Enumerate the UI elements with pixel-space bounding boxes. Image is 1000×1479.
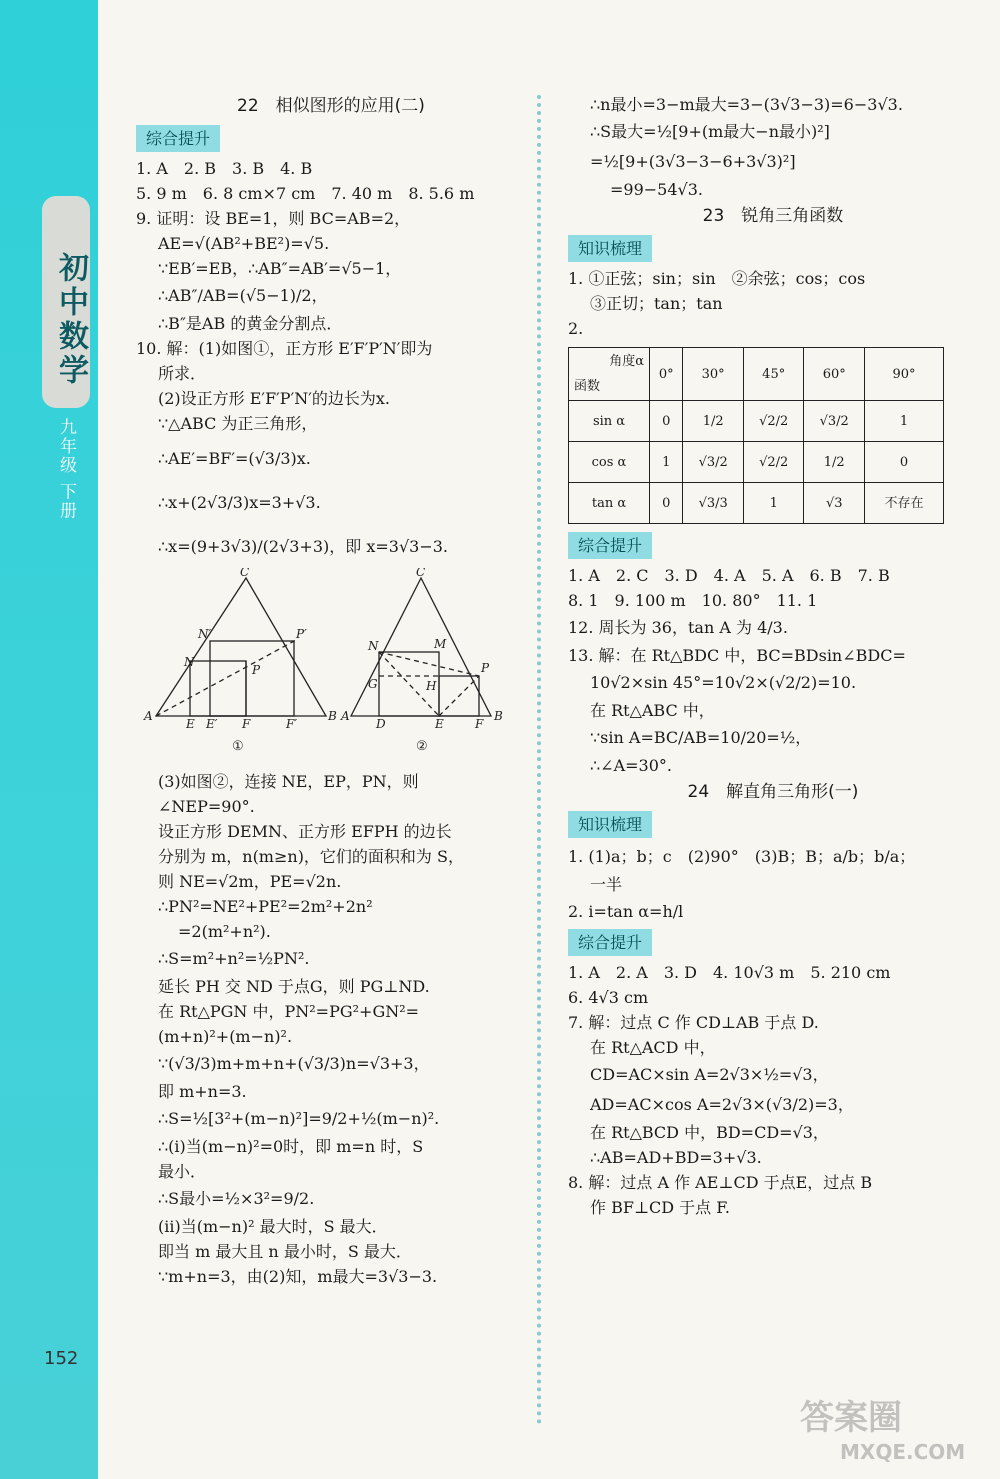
answer-line: (ⅱ)当(m−n)² 最大时，S 最大．: [158, 1217, 388, 1236]
answer-line: =2(m²+n²).: [178, 922, 271, 941]
angle-header: 60°: [804, 348, 865, 401]
grade-label: 九年级 下册: [56, 418, 76, 521]
geometry-figures: [136, 568, 516, 758]
table-cell: √2/2: [743, 401, 804, 442]
answer-line: ∴AB″/AB=(√5−1)/2，: [158, 286, 328, 305]
answer-line: 10√2×sin 45°=10√2×(√2/2)=10.: [590, 673, 857, 692]
table-cell: √2/2: [743, 442, 804, 483]
answer-line: 1. ①正弦；sin；sin ②余弦；cos；cos: [568, 269, 866, 288]
trig-value-table: [568, 347, 944, 524]
badge-zhishi-24: 知识梳理: [568, 811, 652, 838]
answer-line: 作 BF⊥CD 于点 F.: [590, 1198, 730, 1217]
svg-text:F: F: [475, 717, 484, 731]
answer-line: (2)设正方形 E′F′P′N′的边长为x.: [158, 389, 390, 408]
answer-line: 延长 PH 交 ND 于点G，则 PG⊥ND.: [158, 977, 430, 996]
svg-text:H: H: [426, 679, 437, 693]
table-row: [569, 483, 944, 524]
answer-line: ③正切；tan；tan: [590, 294, 723, 313]
answer-line: 在 Rt△PGN 中，PN²=PG²+GN²=: [158, 1002, 420, 1021]
svg-text:N: N: [368, 639, 379, 653]
answer-line: ∴S=½[3²+(m−n)²]=9/2+½(m−n)².: [158, 1109, 440, 1128]
answer-line: AD=AC×cos A=2√3×(√3/2)=3，: [590, 1095, 854, 1114]
figure-label-1: ①: [232, 739, 244, 754]
answer-line: 12. 周长为 36，tan A 为 4/3.: [568, 618, 788, 637]
svg-text:P: P: [481, 661, 490, 675]
answer-line: 设正方形 DEMN、正方形 EFPH 的边长: [158, 822, 452, 841]
answer-line: 最小．: [158, 1162, 207, 1181]
figures-row: [136, 568, 526, 765]
svg-text:P′: P′: [296, 627, 307, 641]
svg-text:G: G: [368, 677, 378, 691]
answer-line: ∴PN²=NE²+PE²=2m²+2n²: [158, 897, 373, 916]
answer-line: 1. A 2. C 3. D 4. A 5. A 6. B 7. B: [568, 566, 890, 585]
table-row: [569, 401, 944, 442]
table-cell: 0: [650, 483, 683, 524]
answer-line: 即 m+n=3.: [158, 1082, 247, 1101]
svg-text:F′: F′: [286, 717, 298, 731]
answer-line: 1. (1)a；b；c (2)90° (3)B；B；a/b；b/a；: [568, 847, 916, 866]
answer-line: ∴x+(2√3/3)x=3+√3.: [158, 493, 321, 512]
table-cell: 1/2: [804, 442, 865, 483]
angle-header: 30°: [683, 348, 744, 401]
answer-line: 9. 证明：设 BE=1，则 BC=AB=2，: [136, 209, 411, 228]
svg-text:P: P: [252, 663, 261, 677]
table-cell: 0: [865, 442, 944, 483]
answer-line: CD=AC×sin A=2√3×½=√3，: [590, 1065, 829, 1084]
answer-line: ∴n最小=3−m最大=3−(3√3−3)=6−3√3.: [590, 95, 903, 114]
answer-line: ∵m+n=3，由(2)知，m最大=3√3−3.: [158, 1267, 438, 1286]
answer-line: 2. i=tan α=h/l: [568, 902, 684, 921]
angle-header: 45°: [743, 348, 804, 401]
answer-line: 所求．: [158, 364, 207, 383]
table-corner-cell: [569, 348, 650, 401]
answer-line: ∴AE′=BF′=(√3/3)x.: [158, 449, 311, 468]
svg-text:D: D: [376, 717, 386, 731]
section-24-title: 24 解直角三角形(一): [687, 782, 859, 802]
answer-line: AE=√(AB²+BE²)=√5.: [158, 234, 330, 253]
answer-line: 8. 解：过点 A 作 AE⊥CD 于点E，过点 B: [568, 1173, 873, 1192]
answer-line: ∴S最小=½×3²=9/2.: [158, 1189, 315, 1208]
answer-line: =99−54√3.: [610, 180, 703, 199]
answer-line: 1. A 2. B 3. B 4. B: [136, 159, 313, 178]
answer-line: 1. A 2. A 3. D 4. 10√3 m 5. 210 cm: [568, 963, 891, 982]
table-cell: √3/2: [683, 442, 744, 483]
section-23-title: 23 锐角三角函数: [702, 206, 844, 226]
answer-line: ∴AB=AD+BD=3+√3.: [590, 1148, 762, 1167]
answer-line: 分别为 m，n(m≥n)，它们的面积和为 S，: [158, 847, 464, 866]
svg-text:A: A: [341, 709, 350, 723]
watermark-url: MXQE.COM: [840, 1440, 966, 1464]
page-number: 152: [44, 1348, 79, 1369]
corner-top-label: 角度α: [609, 354, 644, 369]
answer-line: 2.: [568, 319, 584, 338]
angle-header: 90°: [865, 348, 944, 401]
function-name: sin α: [569, 401, 650, 442]
answer-line: ∴(ⅰ)当(m−n)²=0时，即 m=n 时，S: [158, 1137, 424, 1156]
answer-line: 一半: [590, 875, 623, 894]
column-divider: [537, 95, 541, 1425]
svg-text:E′: E′: [206, 717, 218, 731]
table-cell: 不存在: [865, 483, 944, 524]
answer-line: 在 Rt△ABC 中，: [590, 701, 715, 720]
answer-line: ∵(√3/3)m+m+n+(√3/3)n=√3+3，: [158, 1054, 430, 1073]
table-cell: √3/3: [683, 483, 744, 524]
table-cell: √3: [804, 483, 865, 524]
svg-text:E: E: [186, 717, 195, 731]
answer-line: ∵△ABC 为正三角形，: [158, 414, 318, 433]
angle-header: 0°: [650, 348, 683, 401]
table-cell: √3/2: [804, 401, 865, 442]
answer-line: 则 NE=√2m，PE=√2n.: [158, 872, 342, 891]
table-cell: 1: [865, 401, 944, 442]
sidebar: [0, 0, 98, 1479]
answer-line: ∴S=m²+n²=½PN².: [158, 949, 310, 968]
answer-line: ∴B″是AB 的黄金分割点．: [158, 314, 343, 333]
svg-text:F: F: [242, 717, 251, 731]
answer-line: ∵sin A=BC/AB=10/20=½，: [590, 728, 812, 747]
answer-line: (m+n)²+(m−n)².: [158, 1027, 293, 1046]
answer-line: 在 Rt△ACD 中，: [590, 1038, 716, 1057]
answer-line: 8. 1 9. 100 m 10. 80° 11. 1: [568, 591, 818, 610]
left-column: [136, 92, 526, 1289]
answer-line: (3)如图②，连接 NE，EP，PN，则: [158, 772, 419, 791]
svg-text:M: M: [434, 637, 447, 651]
answer-line: ∴x=(9+3√3)/(2√3+3)，即 x=3√3−3.: [158, 537, 448, 556]
badge-zonghe-22: 综合提升: [136, 125, 220, 152]
table-cell: 1: [650, 442, 683, 483]
svg-text:E: E: [435, 717, 444, 731]
table-cell: 1: [743, 483, 804, 524]
answer-line: ∠NEP=90°.: [158, 797, 255, 816]
answer-line: ∵EB′=EB，∴AB″=AB′=√5−1，: [158, 259, 402, 278]
answer-line: =½[9+(3√3−3−6+3√3)²]: [590, 152, 796, 171]
watermark-logo: 答案圈: [800, 1398, 902, 1438]
answer-line: 13. 解：在 Rt△BDC 中，BC=BDsin∠BDC=: [568, 646, 906, 665]
answer-line: 即当 m 最大且 n 最小时，S 最大．: [158, 1242, 412, 1261]
table-cell: 0: [650, 401, 683, 442]
function-name: cos α: [569, 442, 650, 483]
badge-zonghe-24: 综合提升: [568, 929, 652, 956]
section-22-title: 22 相似图形的应用(二): [237, 96, 425, 116]
svg-text:C: C: [416, 568, 426, 579]
corner-bottom-label: 函数: [574, 379, 601, 394]
svg-text:B: B: [328, 709, 337, 723]
function-name: tan α: [569, 483, 650, 524]
answer-line: 在 Rt△BCD 中，BD=CD=√3，: [590, 1123, 829, 1142]
svg-text:A: A: [144, 709, 153, 723]
answer-line: 10. 解：(1)如图①，正方形 E′F′P′N′即为: [136, 339, 433, 358]
answer-line: 7. 解：过点 C 作 CD⊥AB 于点 D.: [568, 1013, 819, 1032]
badge-zhishi-23: 知识梳理: [568, 235, 652, 262]
answer-line: ∴S最大=½[9+(m最大−n最小)²]: [590, 122, 830, 141]
svg-text:N: N: [184, 655, 195, 669]
figure-label-2: ②: [416, 739, 428, 754]
badge-zonghe-23: 综合提升: [568, 532, 652, 559]
answer-line: ∴∠A=30°.: [590, 756, 672, 775]
svg-text:N′: N′: [198, 627, 212, 641]
answer-line: 6. 4√3 cm: [568, 988, 649, 1007]
right-column: [568, 92, 978, 1220]
svg-text:C: C: [240, 568, 250, 579]
svg-text:B: B: [494, 709, 503, 723]
table-cell: 1/2: [683, 401, 744, 442]
table-row: [569, 442, 944, 483]
book-title-tag: 初中数学: [42, 196, 90, 408]
answer-line: 5. 9 m 6. 8 cm×7 cm 7. 40 m 8. 5.6 m: [136, 184, 475, 203]
